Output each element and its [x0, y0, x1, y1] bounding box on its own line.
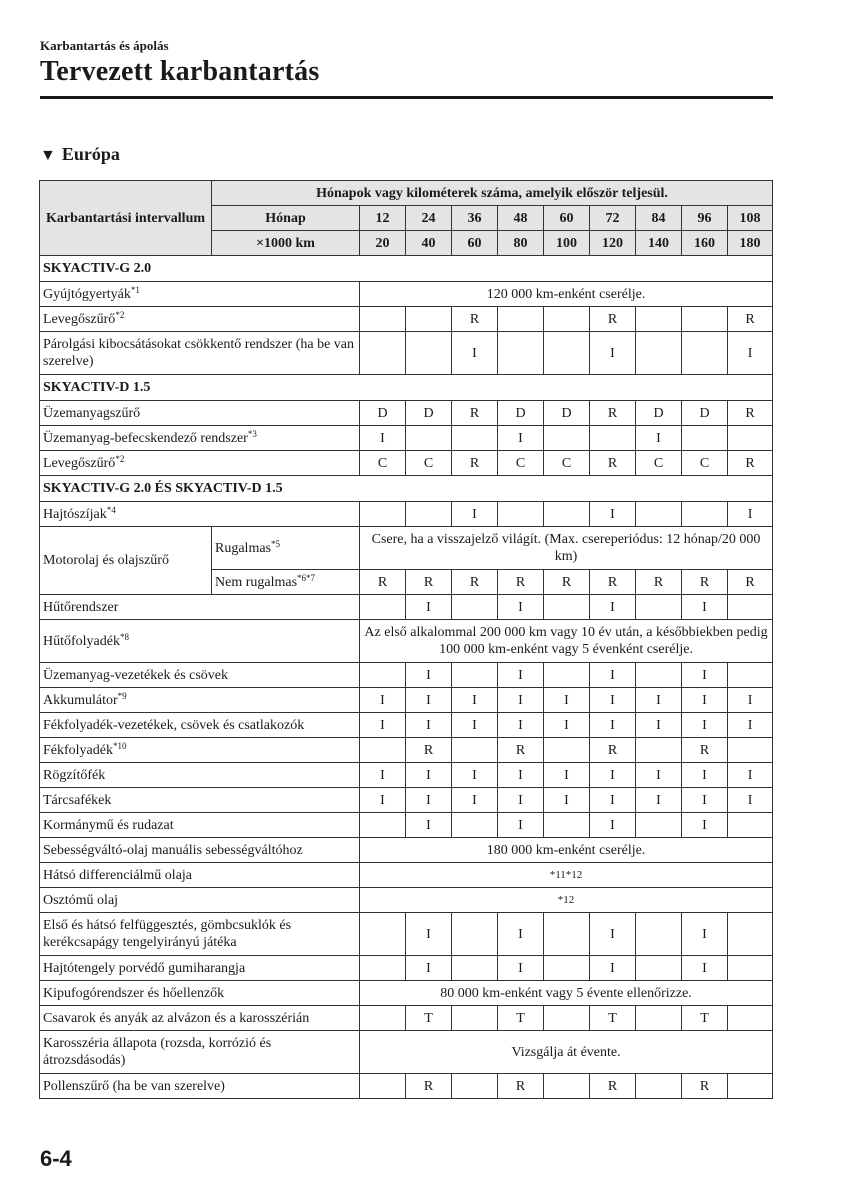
schedule-cell: I [728, 332, 773, 375]
item-label: Hűtőrendszer [40, 595, 360, 620]
schedule-cell [636, 1074, 682, 1099]
schedule-cell: R [590, 307, 636, 332]
schedule-cell: R [728, 570, 773, 595]
schedule-cell [452, 426, 498, 451]
footnote-ref: *3 [247, 428, 257, 439]
footnote-ref: *8 [119, 631, 129, 642]
schedule-cell: R [682, 738, 728, 763]
schedule-cell: I [590, 688, 636, 713]
schedule-cell: I [452, 332, 498, 375]
schedule-cell [544, 307, 590, 332]
section-row [40, 256, 773, 282]
table-row [40, 1031, 773, 1074]
schedule-cell: R [498, 570, 544, 595]
schedule-cell: R [590, 570, 636, 595]
interval-header: Karbantartási intervallum [40, 181, 212, 256]
schedule-cell: I [498, 788, 544, 813]
schedule-cell: D [406, 401, 452, 426]
schedule-cell [544, 332, 590, 375]
schedule-cell [360, 332, 406, 375]
schedule-cell: C [360, 451, 406, 476]
schedule-cell: R [498, 738, 544, 763]
schedule-cell: I [406, 595, 452, 620]
item-label: Osztómű olaj [40, 888, 360, 913]
schedule-cell [728, 956, 773, 981]
span-cell: 180 000 km-enként cserélje. [360, 838, 773, 863]
table-row [40, 401, 773, 426]
table-row [40, 527, 773, 570]
schedule-cell [544, 913, 590, 956]
table-row [40, 713, 773, 738]
section-label: Karbantartás és ápolás [40, 38, 169, 53]
sub-item-label: Rugalmas$^{*5}$ [212, 527, 360, 570]
schedule-cell: I [406, 688, 452, 713]
schedule-cell: I [498, 913, 544, 956]
schedule-cell: I [682, 713, 728, 738]
schedule-cell [498, 307, 544, 332]
schedule-cell: I [728, 788, 773, 813]
schedule-cell [452, 956, 498, 981]
schedule-cell: I [590, 502, 636, 527]
schedule-cell: I [452, 688, 498, 713]
schedule-cell [636, 307, 682, 332]
schedule-cell: R [590, 401, 636, 426]
schedule-cell: R [728, 401, 773, 426]
item-label: Kormánymű és rudazat [40, 813, 360, 838]
schedule-cell [452, 913, 498, 956]
schedule-cell: R [498, 1074, 544, 1099]
schedule-cell: R [728, 307, 773, 332]
footnote-ref: *10 [112, 740, 127, 751]
table-row [40, 838, 773, 863]
schedule-cell [636, 332, 682, 375]
schedule-cell: R [636, 570, 682, 595]
schedule-cell: I [498, 813, 544, 838]
schedule-cell [406, 502, 452, 527]
schedule-cell: D [360, 401, 406, 426]
schedule-cell: D [544, 401, 590, 426]
schedule-cell: I [682, 595, 728, 620]
schedule-cell [360, 1074, 406, 1099]
section-heading: SKYACTIV-G 2.0 [40, 256, 773, 282]
schedule-cell: I [590, 913, 636, 956]
schedule-cell: C [544, 451, 590, 476]
schedule-cell: T [406, 1006, 452, 1031]
month-cell: 48 [498, 206, 544, 231]
section-heading: SKYACTIV-D 1.5 [40, 375, 773, 401]
schedule-cell: C [636, 451, 682, 476]
schedule-cell [452, 663, 498, 688]
schedule-cell: I [544, 688, 590, 713]
schedule-cell [682, 307, 728, 332]
schedule-cell: I [636, 688, 682, 713]
schedule-cell: I [406, 788, 452, 813]
schedule-cell [544, 1006, 590, 1031]
item-label: Gyújtógyertyák$^{*1}$ [40, 282, 360, 307]
table-row [40, 981, 773, 1006]
schedule-cell: I [728, 713, 773, 738]
schedule-cell: I [498, 688, 544, 713]
schedule-cell [360, 1006, 406, 1031]
header-row-span [40, 181, 773, 206]
footnote-ref: *2 [115, 453, 125, 464]
section-heading: SKYACTIV-G 2.0 ÉS SKYACTIV-D 1.5 [40, 476, 773, 502]
schedule-cell: I [728, 502, 773, 527]
km-cell: 160 [682, 231, 728, 256]
schedule-cell [728, 426, 773, 451]
schedule-cell: R [406, 738, 452, 763]
item-label: Levegőszűrő$^{*2}$ [40, 307, 360, 332]
schedule-cell: I [728, 688, 773, 713]
schedule-cell [728, 1074, 773, 1099]
table-row [40, 595, 773, 620]
table-row [40, 863, 773, 888]
schedule-cell [636, 813, 682, 838]
schedule-cell: R [590, 738, 636, 763]
schedule-cell: I [590, 663, 636, 688]
schedule-cell [452, 595, 498, 620]
schedule-cell [360, 663, 406, 688]
schedule-cell: R [452, 451, 498, 476]
schedule-cell: I [406, 813, 452, 838]
item-label: Üzemanyag-vezetékek és csövek [40, 663, 360, 688]
schedule-cell [360, 595, 406, 620]
schedule-cell: I [590, 332, 636, 375]
schedule-cell [544, 1074, 590, 1099]
schedule-cell: I [636, 426, 682, 451]
schedule-cell: R [682, 570, 728, 595]
item-label: Kipufogórendszer és hőellenzők [40, 981, 360, 1006]
km-cell: 60 [452, 231, 498, 256]
item-label: Levegőszűrő$^{*2}$ [40, 451, 360, 476]
section-row [40, 476, 773, 502]
item-label: Fékfolyadék$^{*10}$ [40, 738, 360, 763]
schedule-cell [728, 1006, 773, 1031]
sub-item-label: Nem rugalmas$^{*6*7}$ [212, 570, 360, 595]
schedule-cell: I [406, 956, 452, 981]
km-cell: 180 [728, 231, 773, 256]
span-cell: Vizsgálja át évente. [360, 1031, 773, 1074]
schedule-cell [544, 956, 590, 981]
schedule-cell: I [682, 956, 728, 981]
schedule-cell: I [498, 956, 544, 981]
schedule-cell [544, 595, 590, 620]
table-row [40, 502, 773, 527]
section-row [40, 375, 773, 401]
schedule-cell: I [498, 663, 544, 688]
schedule-cell: T [498, 1006, 544, 1031]
schedule-cell: I [360, 788, 406, 813]
region-heading [40, 144, 120, 165]
schedule-cell: I [682, 913, 728, 956]
schedule-cell [544, 738, 590, 763]
schedule-cell [452, 738, 498, 763]
schedule-cell: I [498, 763, 544, 788]
schedule-cell [636, 1006, 682, 1031]
region-name: Európa [61, 144, 120, 164]
table-row [40, 763, 773, 788]
schedule-cell [498, 502, 544, 527]
item-label: Párolgási kibocsátásokat csökkentő rendszer (ha be van szerelve) [40, 332, 360, 375]
schedule-cell: R [544, 570, 590, 595]
month-cell: 84 [636, 206, 682, 231]
schedule-cell: I [406, 913, 452, 956]
span-cell: Csere, ha a visszajelző világít. (Max. csereperiódus: 12 hónap/20 000 km) [360, 527, 773, 570]
schedule-cell [544, 426, 590, 451]
item-label: Hűtőfolyadék$^{*8}$ [40, 620, 360, 663]
schedule-cell: I [682, 763, 728, 788]
footnote-ref: *9 [117, 690, 127, 701]
span-cell: *12 [360, 888, 773, 913]
km-label: ×1000 km [212, 231, 360, 256]
schedule-cell: I [590, 956, 636, 981]
schedule-cell: I [360, 426, 406, 451]
schedule-cell [636, 663, 682, 688]
km-cell: 100 [544, 231, 590, 256]
schedule-cell: I [590, 813, 636, 838]
table-row [40, 620, 773, 663]
schedule-cell [452, 813, 498, 838]
schedule-cell: I [682, 688, 728, 713]
item-label: Tárcsafékek [40, 788, 360, 813]
schedule-cell: I [498, 426, 544, 451]
schedule-cell [590, 426, 636, 451]
title-rule [40, 96, 773, 99]
item-label: Üzemanyagszűrő [40, 401, 360, 426]
schedule-cell: I [406, 663, 452, 688]
schedule-cell [452, 1006, 498, 1031]
item-label: Pollenszűrő (ha be van szerelve) [40, 1074, 360, 1099]
schedule-cell: I [590, 713, 636, 738]
month-cell: 108 [728, 206, 773, 231]
table-row [40, 663, 773, 688]
item-label: Hátsó differenciálmű olaja [40, 863, 360, 888]
schedule-cell [544, 813, 590, 838]
schedule-cell: I [682, 813, 728, 838]
km-cell: 40 [406, 231, 452, 256]
footnote-ref: *4 [106, 504, 116, 515]
interval-span-header: Hónapok vagy kilométerek száma, amelyik először teljesül. [212, 181, 773, 206]
month-label: Hónap [212, 206, 360, 231]
span-cell: Az első alkalommal 200 000 km vagy 10 év után, a későbbiekben pedig 100 000 km-enként vagy 5 évenként cserélje. [360, 620, 773, 663]
schedule-cell: I [406, 713, 452, 738]
item-label: Motorolaj és olajszűrő [40, 527, 212, 595]
table-row [40, 688, 773, 713]
schedule-cell [728, 813, 773, 838]
schedule-cell: I [452, 502, 498, 527]
schedule-cell [636, 595, 682, 620]
schedule-cell: I [636, 713, 682, 738]
schedule-cell: R [682, 1074, 728, 1099]
item-label: Hajtótengely porvédő gumiharangja [40, 956, 360, 981]
month-cell: 24 [406, 206, 452, 231]
schedule-cell: I [360, 713, 406, 738]
schedule-cell: R [728, 451, 773, 476]
schedule-cell: I [590, 788, 636, 813]
schedule-cell [360, 502, 406, 527]
schedule-cell [728, 738, 773, 763]
schedule-cell: I [636, 763, 682, 788]
item-label: Hajtószíjak$^{*4}$ [40, 502, 360, 527]
table-row [40, 956, 773, 981]
item-label: Akkumulátor$^{*9}$ [40, 688, 360, 713]
schedule-cell: I [590, 595, 636, 620]
schedule-cell [544, 663, 590, 688]
schedule-cell [728, 595, 773, 620]
km-cell: 140 [636, 231, 682, 256]
schedule-cell [360, 913, 406, 956]
schedule-cell [636, 502, 682, 527]
schedule-cell: I [360, 763, 406, 788]
schedule-cell [682, 332, 728, 375]
schedule-cell: I [452, 763, 498, 788]
schedule-cell: I [590, 763, 636, 788]
schedule-cell [406, 332, 452, 375]
footnote-ref: *2 [115, 309, 125, 320]
schedule-cell: I [452, 788, 498, 813]
schedule-cell: I [544, 788, 590, 813]
page-number: 6-4 [40, 1146, 72, 1171]
table-row [40, 282, 773, 307]
schedule-cell: C [406, 451, 452, 476]
schedule-cell [360, 956, 406, 981]
span-cell: *11*12 [360, 863, 773, 888]
span-cell: 80 000 km-enként vagy 5 évente ellenőrizze. [360, 981, 773, 1006]
schedule-cell [406, 426, 452, 451]
table-row [40, 307, 773, 332]
table-row [40, 1006, 773, 1031]
schedule-cell: I [682, 663, 728, 688]
schedule-cell [498, 332, 544, 375]
table-row [40, 332, 773, 375]
item-label: Rögzítőfék [40, 763, 360, 788]
page-title: Tervezett karbantartás [40, 56, 320, 87]
schedule-cell: I [544, 713, 590, 738]
schedule-cell: R [590, 451, 636, 476]
schedule-cell: I [498, 595, 544, 620]
footnote-ref: *6*7 [297, 572, 316, 583]
table-row [40, 888, 773, 913]
schedule-cell [728, 663, 773, 688]
footnote-ref: *1 [130, 284, 140, 295]
item-label: Első és hátsó felfüggesztés, gömbcsuklók és kerékcsapágy tengelyirányú játéka [40, 913, 360, 956]
schedule-cell [360, 738, 406, 763]
schedule-cell: C [682, 451, 728, 476]
schedule-cell: R [452, 307, 498, 332]
table-row [40, 1074, 773, 1099]
schedule-cell: I [682, 788, 728, 813]
table-row [40, 913, 773, 956]
schedule-cell [636, 913, 682, 956]
table-row [40, 813, 773, 838]
schedule-cell: R [452, 570, 498, 595]
schedule-cell: R [360, 570, 406, 595]
span-cell: 120 000 km-enként cserélje. [360, 282, 773, 307]
month-cell: 60 [544, 206, 590, 231]
item-label: Sebességváltó-olaj manuális sebességváltóhoz [40, 838, 360, 863]
schedule-cell: I [636, 788, 682, 813]
item-label: Csavarok és anyák az alvázon és a karosszérián [40, 1006, 360, 1031]
schedule-cell: T [590, 1006, 636, 1031]
table-row [40, 451, 773, 476]
month-cell: 72 [590, 206, 636, 231]
schedule-cell: R [406, 570, 452, 595]
schedule-cell: D [682, 401, 728, 426]
schedule-cell [544, 502, 590, 527]
triangle-down-icon: ▼ [40, 147, 56, 164]
schedule-cell [636, 956, 682, 981]
month-cell: 12 [360, 206, 406, 231]
schedule-cell: I [406, 763, 452, 788]
table-row [40, 738, 773, 763]
schedule-cell: D [498, 401, 544, 426]
month-cell: 36 [452, 206, 498, 231]
schedule-cell: C [498, 451, 544, 476]
maintenance-schedule-table [39, 180, 773, 1099]
item-label: Fékfolyadék-vezetékek, csövek és csatlakozók [40, 713, 360, 738]
schedule-cell: I [498, 713, 544, 738]
item-label: Karosszéria állapota (rozsda, korrózió és átrozsdásodás) [40, 1031, 360, 1074]
schedule-cell: I [452, 713, 498, 738]
item-label: Üzemanyag-befecskendező rendszer$^{*3}$ [40, 426, 360, 451]
schedule-cell [406, 307, 452, 332]
km-cell: 120 [590, 231, 636, 256]
schedule-cell [682, 426, 728, 451]
schedule-cell: R [406, 1074, 452, 1099]
month-cell: 96 [682, 206, 728, 231]
schedule-cell [452, 1074, 498, 1099]
schedule-cell [728, 913, 773, 956]
schedule-cell: I [544, 763, 590, 788]
schedule-cell [682, 502, 728, 527]
schedule-cell: R [452, 401, 498, 426]
table-row [40, 426, 773, 451]
schedule-cell: I [360, 688, 406, 713]
schedule-cell [360, 307, 406, 332]
schedule-cell: R [590, 1074, 636, 1099]
schedule-cell [636, 738, 682, 763]
schedule-cell: I [728, 763, 773, 788]
km-cell: 20 [360, 231, 406, 256]
schedule-cell: D [636, 401, 682, 426]
schedule-cell: T [682, 1006, 728, 1031]
schedule-cell [360, 813, 406, 838]
km-cell: 80 [498, 231, 544, 256]
footnote-ref: *5 [271, 538, 280, 549]
table-row [40, 788, 773, 813]
